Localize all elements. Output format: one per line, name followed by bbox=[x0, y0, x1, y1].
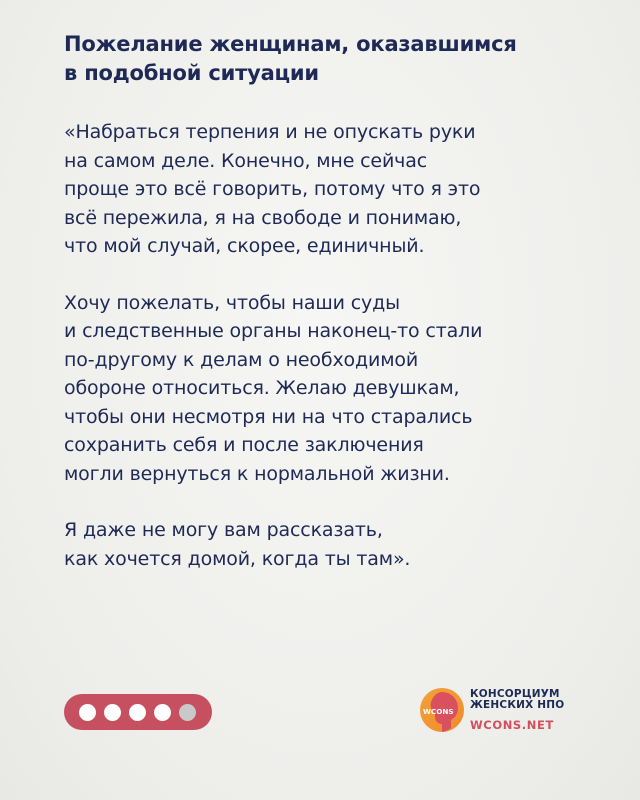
title-line: Пожелание женщинам, оказавшимся bbox=[64, 32, 517, 56]
logo-title bbox=[470, 689, 564, 711]
pager-dot-2[interactable] bbox=[104, 704, 121, 721]
text-line: Хочу пожелать, чтобы наши суды bbox=[64, 291, 400, 314]
text-line: чтобы они несмотря ни на что старались bbox=[64, 405, 473, 428]
text-line: всё пережила, я на свободе и понимаю, bbox=[64, 206, 462, 229]
wcons-logo-icon bbox=[418, 686, 466, 734]
page-title bbox=[64, 30, 584, 88]
text-line: что мой случай, скорее, единичный. bbox=[64, 235, 425, 257]
text-line: проще это всё говорить, потому что я это bbox=[64, 178, 481, 200]
quote-paragraph bbox=[64, 516, 604, 573]
pager-dot-3[interactable] bbox=[129, 704, 146, 721]
text-line: и следственные органы наконец-то стали bbox=[64, 320, 483, 342]
pager-dot-5[interactable] bbox=[179, 704, 196, 721]
text-line: Я даже не могу вам рассказать, bbox=[64, 519, 383, 541]
wcons-logo[interactable] bbox=[418, 686, 598, 734]
text-line: обороне относиться. Желаю девушкам, bbox=[64, 377, 460, 399]
text-line: по-другому к делам о необходимой bbox=[64, 348, 419, 371]
text-line: могли вернуться к нормальной жизни. bbox=[64, 462, 450, 485]
logo-url[interactable]: WCONS.NET bbox=[470, 718, 554, 732]
pager-dot-1[interactable] bbox=[79, 704, 96, 721]
text-line: как хочется домой, когда ты там». bbox=[64, 547, 411, 570]
quote-paragraph bbox=[64, 289, 604, 489]
text-line: сохранить себя и после заключения bbox=[64, 434, 424, 456]
text-line: на самом деле. Конечно, мне сейчас bbox=[64, 149, 428, 172]
slide-pager[interactable] bbox=[64, 694, 212, 730]
title-line: в подобной ситуации bbox=[64, 61, 319, 85]
pager-dot-4[interactable] bbox=[154, 704, 171, 721]
logo-mark-text: WCONS bbox=[423, 707, 454, 716]
logo-line: КОНСОРЦИУМ bbox=[470, 688, 560, 700]
quote-body bbox=[64, 118, 604, 601]
text-line: «Набраться терпения и не опускать руки bbox=[64, 121, 476, 143]
logo-line: ЖЕНСКИХ НПО bbox=[470, 699, 565, 711]
quote-paragraph bbox=[64, 118, 604, 261]
